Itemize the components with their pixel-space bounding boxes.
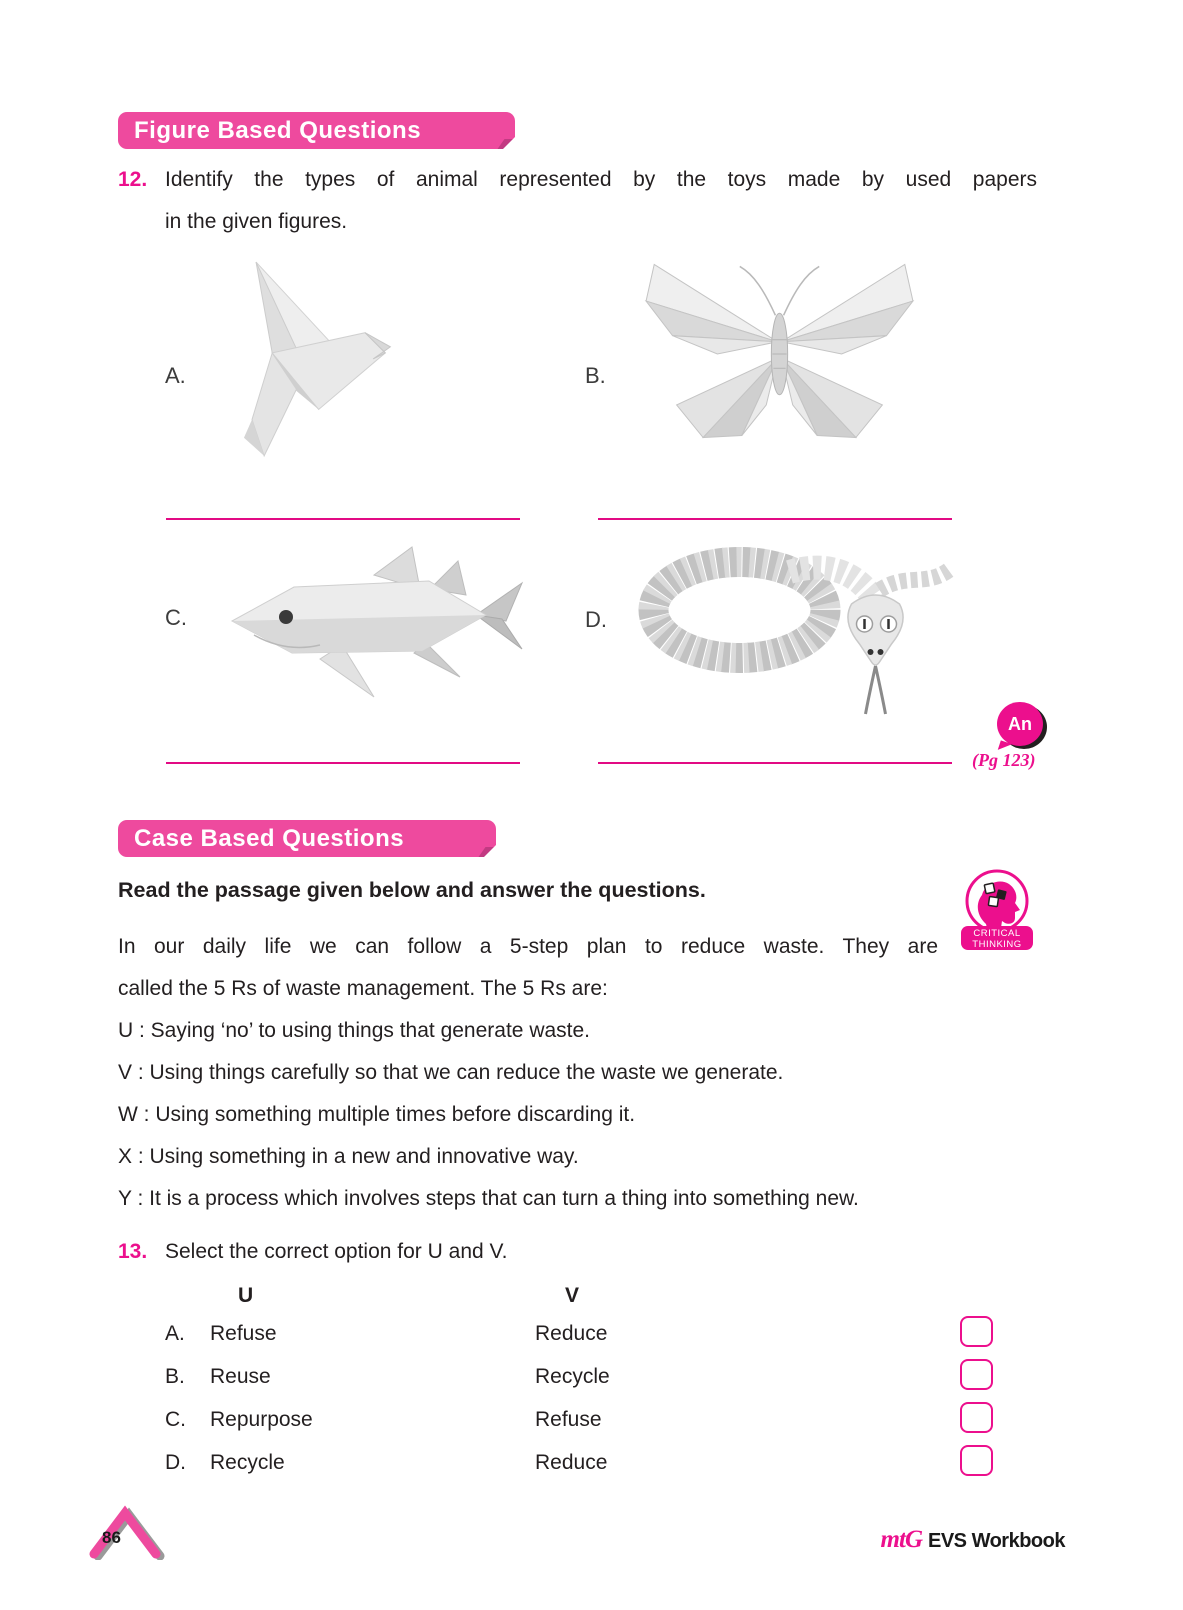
critical-label-line2: THINKING: [972, 939, 1022, 950]
option-c-u: Repurpose: [210, 1408, 313, 1431]
answer-checkbox-d[interactable]: [960, 1445, 993, 1476]
answer-line-c[interactable]: [166, 762, 520, 764]
passage-line: U : Saying ‘no’ to using things that generate waste.: [118, 1019, 591, 1042]
paper-snake-image: [638, 532, 956, 732]
passage-line: Y : It is a process which involves steps that can turn a thing into something new.: [118, 1187, 859, 1210]
question-13-text: Select the correct option for U and V.: [165, 1240, 508, 1263]
origami-fish-image: [224, 545, 524, 710]
answer-line-d[interactable]: [598, 762, 952, 764]
answer-line-a[interactable]: [166, 518, 520, 520]
passage-line: called the 5 Rs of waste management. The 5 Rs are:: [118, 977, 608, 1000]
figure-b-label: B.: [585, 363, 606, 388]
question-13-number: 13.: [118, 1240, 148, 1263]
passage-line: W : Using something multiple times before discarding it.: [118, 1103, 636, 1126]
footer-brand: [881, 1526, 1065, 1554]
critical-label-line1: CRITICAL: [973, 928, 1021, 939]
answer-line-b[interactable]: [598, 518, 952, 520]
option-b-v: Recycle: [535, 1365, 610, 1388]
answer-page-ref: (Pg 123): [972, 750, 1036, 770]
option-d-letter: D.: [165, 1451, 186, 1474]
section-header-case-based: Case Based Questions: [118, 820, 496, 857]
question-12-number: 12.: [118, 168, 148, 191]
page-number: 86: [102, 1528, 121, 1547]
origami-bird-image: [212, 256, 392, 468]
origami-butterfly-image: [642, 256, 917, 450]
option-a-v: Reduce: [535, 1322, 608, 1345]
brand-logo: mtG: [880, 1526, 922, 1553]
figure-d-label: D.: [585, 607, 607, 632]
answer-checkbox-a[interactable]: [960, 1316, 993, 1347]
figure-a-label: A.: [165, 363, 186, 388]
option-a-u: Refuse: [210, 1322, 277, 1345]
option-d-u: Recycle: [210, 1451, 285, 1474]
option-c-letter: C.: [165, 1408, 186, 1431]
option-b-letter: B.: [165, 1365, 185, 1388]
answer-badge: An: [997, 702, 1043, 746]
section-header-figure-based: Figure Based Questions: [118, 112, 515, 149]
figure-c-label: C.: [165, 605, 187, 630]
passage-line: In our daily life we can follow a 5-step plan to reduce waste. They are: [118, 935, 938, 958]
page-corner-chevron: [84, 1502, 166, 1560]
passage-line: X : Using something in a new and innovative way.: [118, 1145, 579, 1168]
passage-instruction: Read the passage given below and answer the questions.: [118, 878, 706, 902]
answer-checkbox-b[interactable]: [960, 1359, 993, 1390]
question-12-text-line2: in the given figures.: [165, 210, 348, 233]
brand-suffix: EVS Workbook: [928, 1530, 1065, 1552]
option-c-v: Refuse: [535, 1408, 602, 1431]
column-header-v: V: [565, 1284, 580, 1307]
option-d-v: Reduce: [535, 1451, 608, 1474]
column-header-u: U: [238, 1284, 254, 1307]
question-12-text-line1: Identify the types of animal represented by the toys made by used papers: [165, 168, 1037, 191]
passage-line: V : Using things carefully so that we can reduce the waste we generate.: [118, 1061, 784, 1084]
case-passage: [118, 926, 978, 1220]
answer-checkbox-c[interactable]: [960, 1402, 993, 1433]
option-a-letter: A.: [165, 1322, 185, 1345]
option-b-u: Reuse: [210, 1365, 271, 1388]
